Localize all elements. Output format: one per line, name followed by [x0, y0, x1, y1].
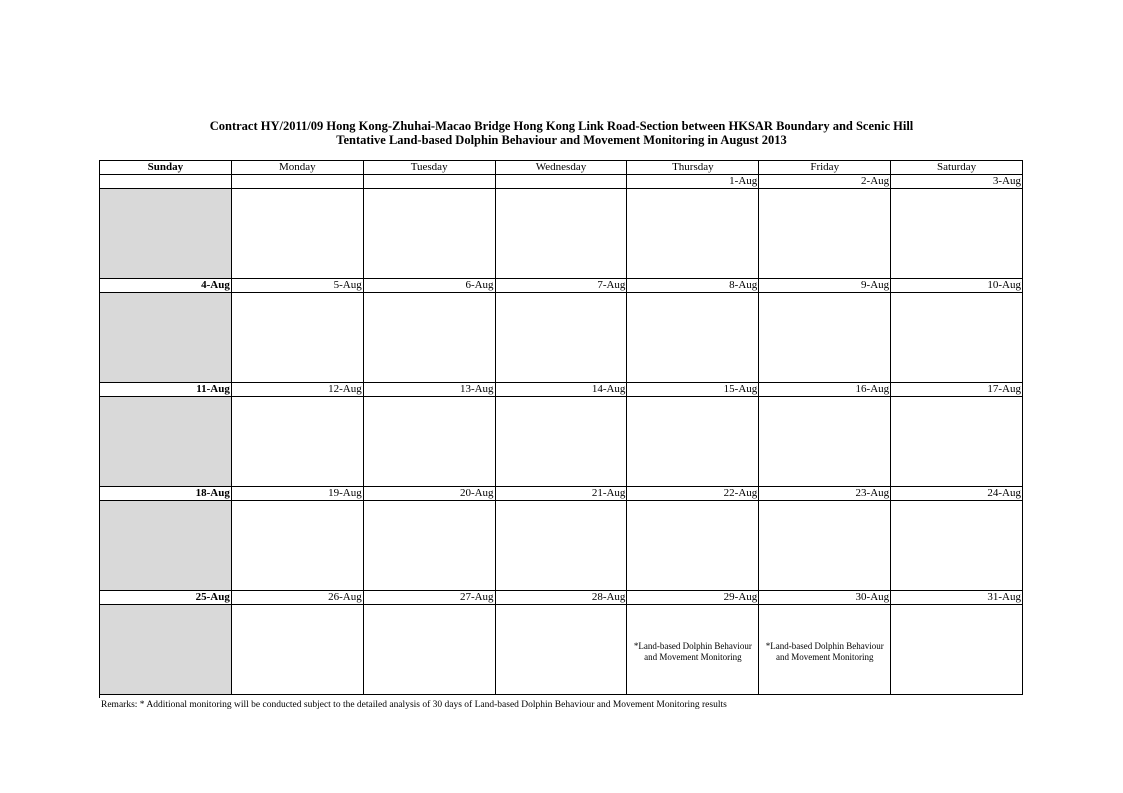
date-label: 27-Aug — [364, 591, 496, 605]
date-label: 3-Aug — [891, 175, 1023, 189]
date-label — [232, 175, 364, 189]
day-cell-sunday — [100, 397, 232, 487]
date-label: 22-Aug — [627, 487, 759, 501]
date-label: 13-Aug — [364, 383, 496, 397]
day-cell-sunday — [100, 293, 232, 383]
day-header-thursday: Thursday — [627, 161, 759, 175]
monitoring-note: *Land-based Dolphin Behaviour and Movement Monitoring — [633, 640, 752, 662]
date-label: 10-Aug — [891, 279, 1023, 293]
day-header-tuesday: Tuesday — [364, 161, 496, 175]
day-cell-sunday — [100, 605, 232, 695]
date-label: 24-Aug — [891, 487, 1023, 501]
date-label: 31-Aug — [891, 591, 1023, 605]
date-label: 17-Aug — [891, 383, 1023, 397]
document-title: Contract HY/2011/09 Hong Kong-Zhuhai-Macao Bridge Hong Kong Link Road-Section between HKSAR Boundary and Scenic Hill — [209, 119, 914, 133]
day-cell-monday — [232, 189, 364, 279]
day-cell-tuesday — [364, 501, 496, 591]
date-label: 9-Aug — [759, 279, 891, 293]
date-label: 25-Aug — [100, 591, 232, 605]
day-cell-wednesday — [496, 293, 628, 383]
day-cell-friday — [759, 501, 891, 591]
day-cell-tuesday — [364, 293, 496, 383]
day-cell-tuesday — [364, 605, 496, 695]
date-label: 5-Aug — [232, 279, 364, 293]
day-cell-thursday — [627, 397, 759, 487]
date-label: 21-Aug — [496, 487, 628, 501]
date-label: 6-Aug — [364, 279, 496, 293]
day-cell-friday — [759, 293, 891, 383]
day-cell-sunday — [100, 501, 232, 591]
date-label: 16-Aug — [759, 383, 891, 397]
day-cell-wednesday — [496, 605, 628, 695]
day-cell-saturday — [891, 605, 1023, 695]
date-label: 2-Aug — [759, 175, 891, 189]
day-cell-thursday — [627, 605, 759, 695]
date-label: 11-Aug — [100, 383, 232, 397]
date-label: 12-Aug — [232, 383, 364, 397]
day-cell-tuesday — [364, 397, 496, 487]
day-cell-saturday — [891, 501, 1023, 591]
day-cell-friday — [759, 189, 891, 279]
day-cell-monday — [232, 605, 364, 695]
day-cell-monday — [232, 293, 364, 383]
remarks: Remarks: * Additional monitoring will be conducted subject to the detailed analysis of 30 days of Land-based Dolphin Behaviour and Movement Monitoring results — [101, 700, 727, 710]
date-label: 15-Aug — [627, 383, 759, 397]
day-cell-friday — [759, 397, 891, 487]
date-label: 1-Aug — [627, 175, 759, 189]
day-cell-saturday — [891, 189, 1023, 279]
day-header-sunday: Sunday — [100, 161, 232, 175]
date-label: 20-Aug — [364, 487, 496, 501]
day-header-wednesday: Wednesday — [496, 161, 628, 175]
day-cell-thursday — [627, 293, 759, 383]
date-label: 28-Aug — [496, 591, 628, 605]
date-label: 4-Aug — [100, 279, 232, 293]
date-label — [100, 175, 232, 189]
day-cell-wednesday — [496, 397, 628, 487]
day-cell-friday — [759, 605, 891, 695]
date-label: 8-Aug — [627, 279, 759, 293]
day-cell-wednesday — [496, 189, 628, 279]
day-cell-thursday — [627, 189, 759, 279]
day-cell-tuesday — [364, 189, 496, 279]
day-cell-saturday — [891, 397, 1023, 487]
date-label — [496, 175, 628, 189]
day-header-saturday: Saturday — [891, 161, 1023, 175]
day-cell-wednesday — [496, 501, 628, 591]
monitoring-note: *Land-based Dolphin Behaviour and Movement Monitoring — [765, 640, 884, 662]
day-cell-thursday — [627, 501, 759, 591]
day-header-monday: Monday — [232, 161, 364, 175]
document-subtitle: Tentative Land-based Dolphin Behaviour and Movement Monitoring in August 2013 — [336, 133, 787, 147]
day-cell-saturday — [891, 293, 1023, 383]
date-label: 19-Aug — [232, 487, 364, 501]
day-cell-monday — [232, 397, 364, 487]
day-cell-monday — [232, 501, 364, 591]
date-label: 18-Aug — [100, 487, 232, 501]
day-cell-sunday — [100, 189, 232, 279]
date-label: 23-Aug — [759, 487, 891, 501]
calendar-grid — [99, 160, 1023, 698]
date-label: 14-Aug — [496, 383, 628, 397]
date-label: 30-Aug — [759, 591, 891, 605]
date-label: 26-Aug — [232, 591, 364, 605]
date-label — [364, 175, 496, 189]
date-label: 7-Aug — [496, 279, 628, 293]
date-label: 29-Aug — [627, 591, 759, 605]
day-header-friday: Friday — [759, 161, 891, 175]
